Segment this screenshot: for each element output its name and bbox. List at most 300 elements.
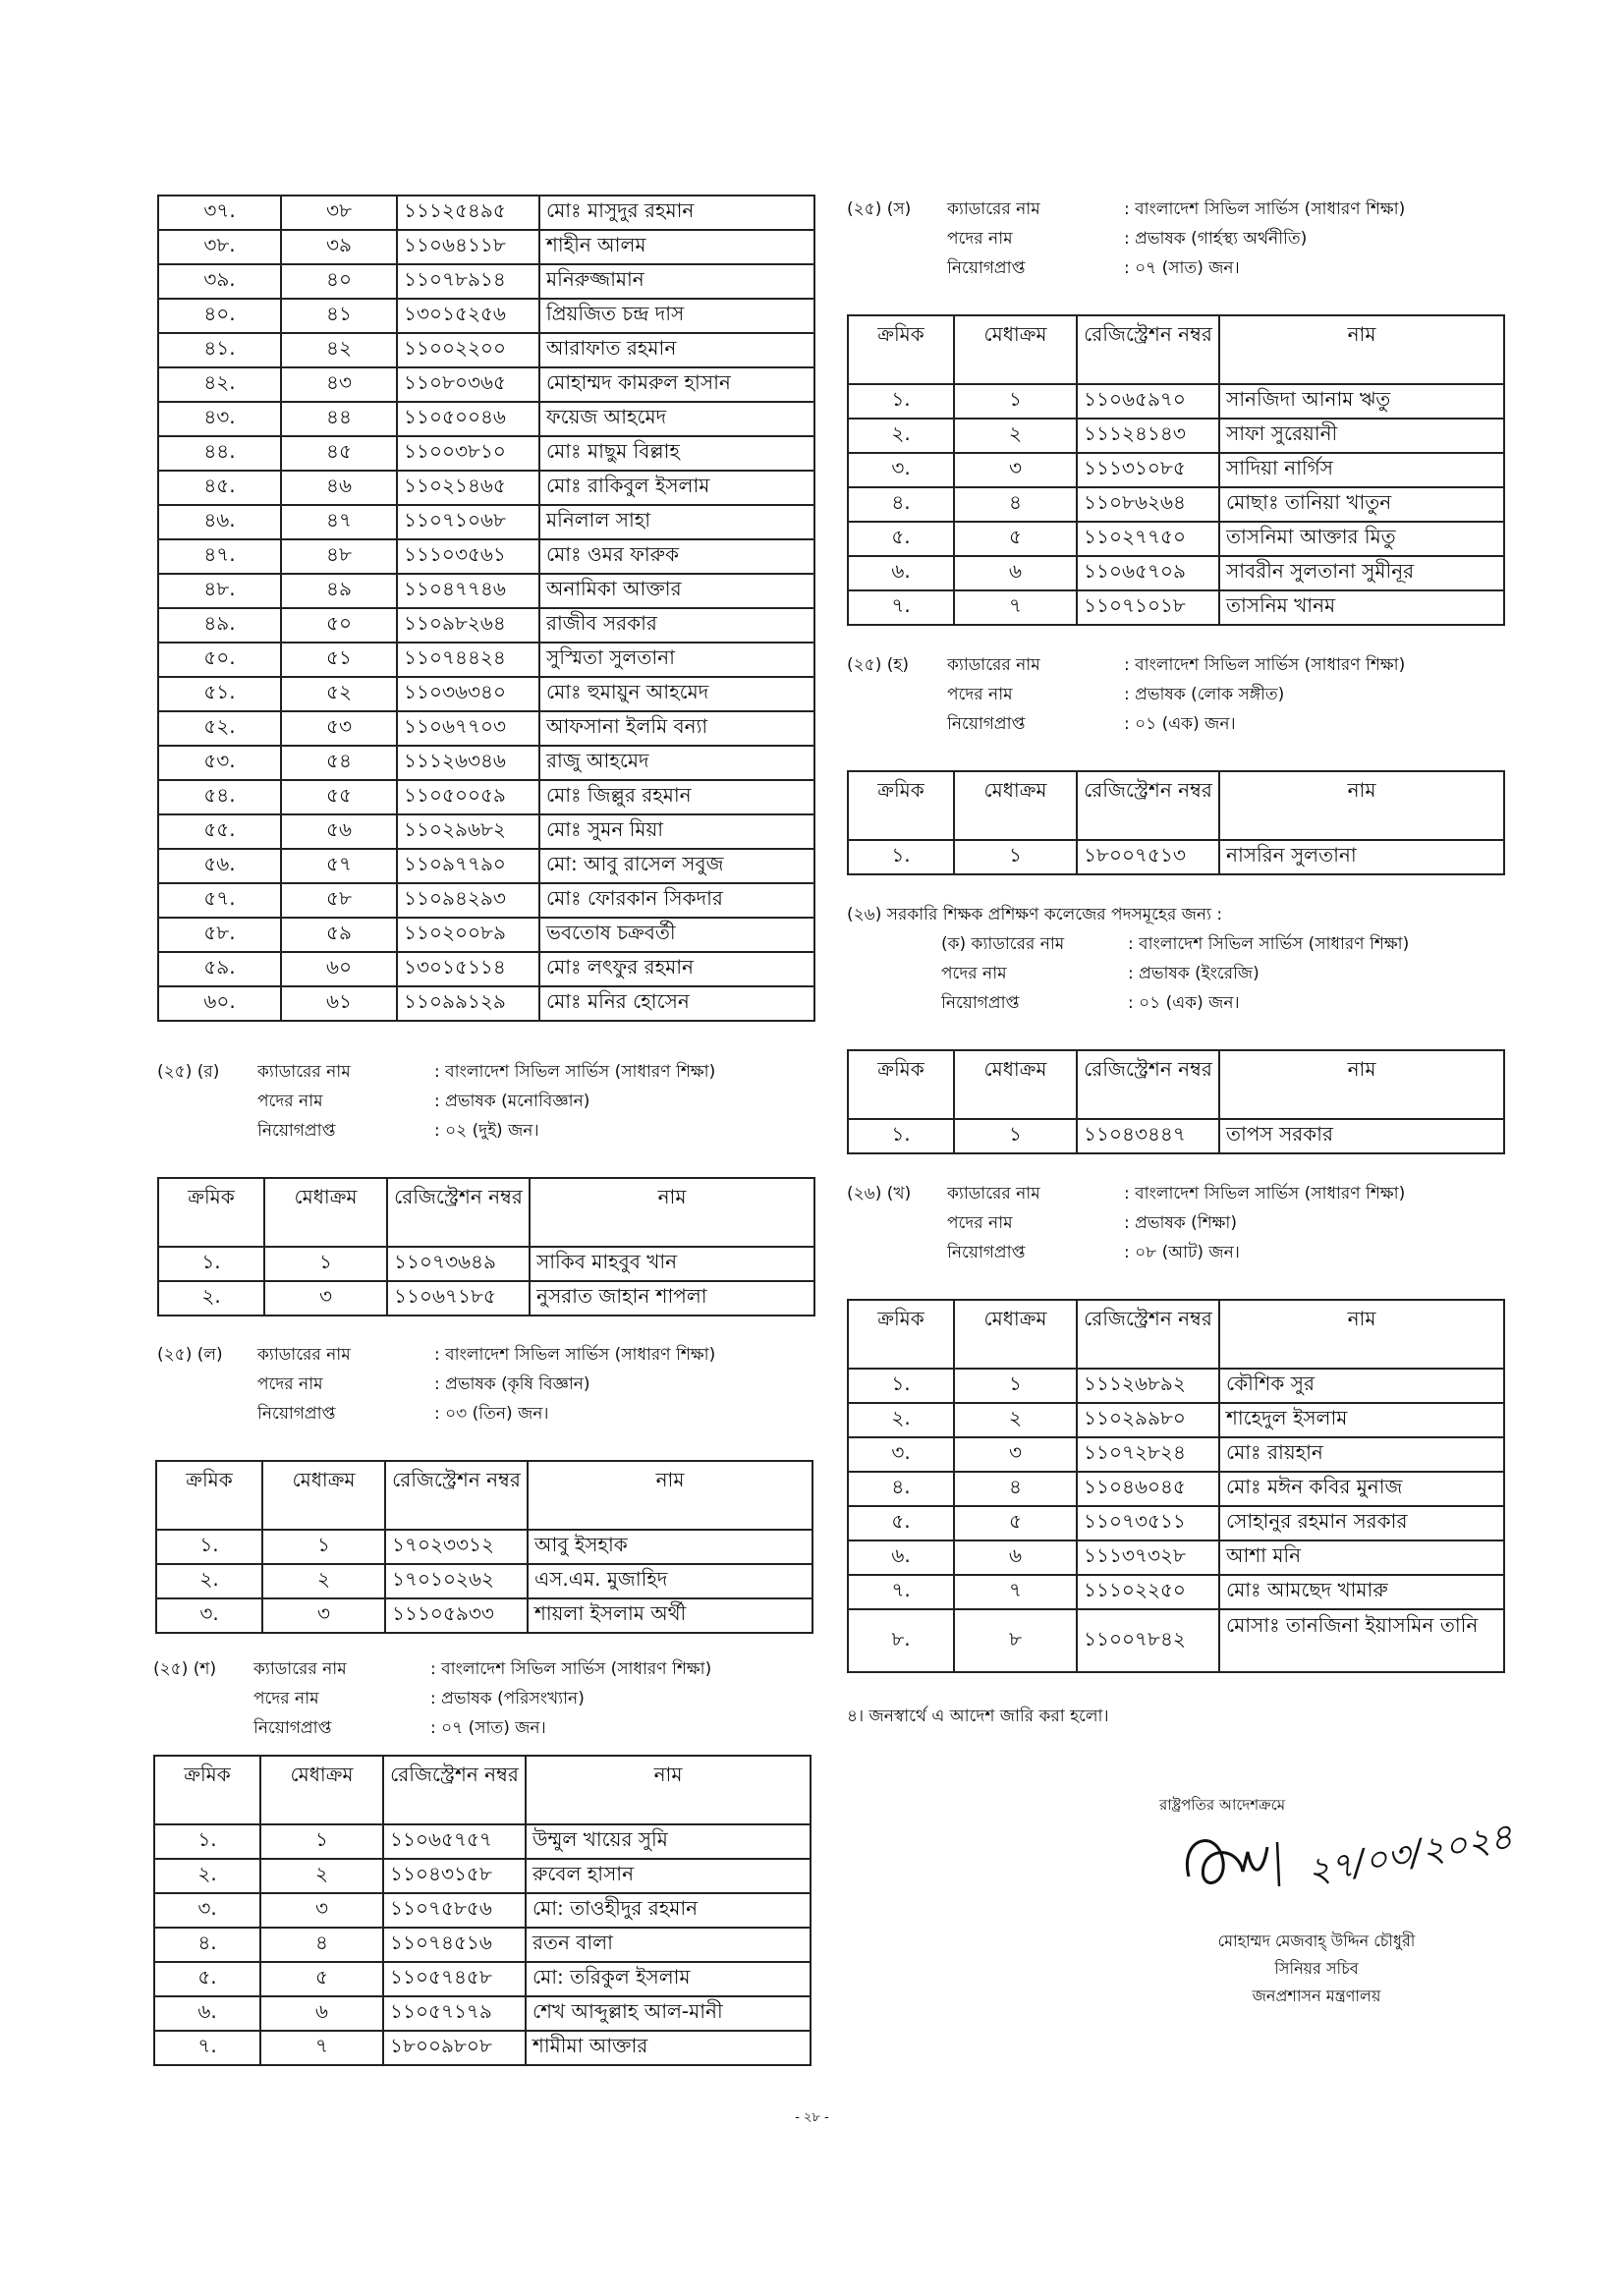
- name-cell: মোছাঃ তানিয়া খাতুন: [1219, 487, 1504, 522]
- header-merit: মেধাক্রম: [260, 1756, 383, 1824]
- serial-cell: ৩.: [154, 1893, 260, 1928]
- header-row: [848, 315, 1504, 384]
- merit-cell: ৭: [954, 1575, 1077, 1609]
- registration-cell: ১৮০০৭৫১৩: [1077, 840, 1219, 874]
- registration-cell: ১৩০১৫২৫৬: [397, 299, 539, 333]
- appointed-value: : ০৭ (সাত) জন।: [430, 1718, 546, 1738]
- registration-cell: ১১০৫৭৪৫৮: [383, 1962, 526, 1996]
- table-row: [158, 264, 814, 299]
- section-number: (২৫) (ল): [157, 1345, 223, 1365]
- table-row: [158, 230, 814, 264]
- serial-cell: ৪১.: [158, 333, 281, 367]
- section-number: (২৬) (খ): [847, 1184, 912, 1204]
- registration-cell: ১১০৭২৮২৪: [1077, 1437, 1219, 1472]
- registration-cell: ১১০৯৮২৬৪: [397, 608, 539, 643]
- header-merit: মেধাক্রম: [262, 1461, 385, 1530]
- serial-cell: ৩৭.: [158, 196, 281, 230]
- appointed-label: নিয়োগপ্রাপ্ত: [941, 993, 1020, 1013]
- section-26-k: [941, 929, 1550, 1018]
- section-number: (ক) ক্যাডারের নাম: [941, 934, 1065, 954]
- header-serial: ক্রমিক: [154, 1756, 260, 1824]
- appointed-value: : ০৮ (আট) জন।: [1124, 1243, 1240, 1262]
- header-registration: রেজিস্ট্রেশন নম্বর: [383, 1756, 526, 1824]
- name-cell: মো: তরিকুল ইসলাম: [526, 1962, 811, 1996]
- table-row: [848, 522, 1504, 556]
- registration-cell: ১১০২৯৬৮২: [397, 814, 539, 849]
- serial-cell: ৫.: [848, 522, 954, 556]
- table-row: [848, 1369, 1504, 1403]
- merit-cell: ৫১: [281, 643, 397, 677]
- serial-cell: ৭.: [154, 2031, 260, 2065]
- serial-cell: ৪৩.: [158, 402, 281, 436]
- serial-cell: ৫২.: [158, 711, 281, 746]
- registration-cell: ১১০২১৪৬৫: [397, 471, 539, 505]
- merit-cell: ১: [262, 1530, 385, 1564]
- name-cell: সাদিয়া নার্গিস: [1219, 453, 1504, 487]
- header-merit: মেধাক্রম: [954, 315, 1077, 384]
- table-row: [158, 299, 814, 333]
- merit-cell: ৩৮: [281, 196, 397, 230]
- name-cell: মোঃ রাকিবুল ইসলাম: [539, 471, 814, 505]
- post-value: : প্রভাষক (লোক সঙ্গীত): [1124, 685, 1285, 704]
- name-cell: শামীমা আক্তার: [526, 2031, 811, 2065]
- serial-cell: ৫৯.: [158, 952, 281, 986]
- header-serial: ক্রমিক: [158, 1178, 264, 1247]
- section-26-title: (২৬) সরকারি শিক্ষক প্রশিক্ষণ কলেজের পদসমূহের জন্য :: [847, 905, 1223, 924]
- registration-cell: ১১০৬৭১৮৫: [387, 1281, 530, 1316]
- serial-cell: ১.: [848, 1369, 954, 1403]
- merit-cell: ৪৭: [281, 505, 397, 539]
- merit-cell: ৩: [954, 1437, 1077, 1472]
- registration-cell: ১১০৭১০৬৮: [397, 505, 539, 539]
- serial-cell: ৫.: [848, 1506, 954, 1540]
- serial-cell: ২.: [158, 1281, 264, 1316]
- cadre-value: : বাংলাদেশ সিভিল সার্ভিস (সাধারণ শিক্ষা): [1128, 934, 1410, 954]
- table-row: [154, 1996, 811, 2031]
- registration-cell: ১১১২৬৩৪৬: [397, 746, 539, 780]
- serial-cell: ৪.: [154, 1928, 260, 1962]
- name-cell: তাসনিমা আক্তার মিতু: [1219, 522, 1504, 556]
- name-cell: শাহীন আলম: [539, 230, 814, 264]
- registration-cell: ১৭০১০২৬২: [385, 1564, 528, 1598]
- serial-cell: ৫৩.: [158, 746, 281, 780]
- merit-cell: ৫২: [281, 677, 397, 711]
- header-merit: মেধাক্রম: [954, 771, 1077, 840]
- cadre-label: ক্যাডারের নাম: [253, 1659, 347, 1679]
- name-cell: মোঃ লৎফুর রহমান: [539, 952, 814, 986]
- name-cell: প্রিয়জিত চন্দ্র দাস: [539, 299, 814, 333]
- name-cell: মোঃ সুমন মিয়া: [539, 814, 814, 849]
- cadre-label: ক্যাডারের নাম: [947, 199, 1040, 219]
- section-25-h: [847, 650, 1535, 739]
- table-row: [848, 453, 1504, 487]
- table-row: [156, 1530, 812, 1564]
- merit-cell: ৫: [954, 522, 1077, 556]
- header-serial: ক্রমিক: [848, 315, 954, 384]
- header-row: [156, 1461, 812, 1530]
- merit-cell: ৫৫: [281, 780, 397, 814]
- signature-block: [1140, 1788, 1516, 2014]
- header-serial: ক্রমিক: [156, 1461, 262, 1530]
- appointed-value: : ০১ (এক) জন।: [1124, 714, 1236, 734]
- table-row: [848, 384, 1504, 419]
- registration-cell: ১১০৭৪৪২৪: [397, 643, 539, 677]
- section-number: (২৫) (র): [157, 1062, 220, 1082]
- serial-cell: ৩৯.: [158, 264, 281, 299]
- header-serial: ক্রমিক: [848, 1300, 954, 1369]
- registration-cell: ১১০৭৪৫১৬: [383, 1928, 526, 1962]
- merit-cell: ৪২: [281, 333, 397, 367]
- merit-cell: ৪৮: [281, 539, 397, 574]
- table-row: [848, 556, 1504, 590]
- serial-cell: ৬.: [848, 1540, 954, 1575]
- serial-cell: ৪৮.: [158, 574, 281, 608]
- table-row: [154, 2031, 811, 2065]
- merit-cell: ১: [954, 840, 1077, 874]
- serial-cell: ৪২.: [158, 367, 281, 402]
- section-25-s: [847, 195, 1535, 283]
- name-cell: নুসরাত জাহান শাপলা: [530, 1281, 814, 1316]
- name-cell: অনামিকা আক্তার: [539, 574, 814, 608]
- registration-cell: ১১১৩৭৩২৮: [1077, 1540, 1219, 1575]
- registration-cell: ১১০৬৫৭৫৭: [383, 1824, 526, 1859]
- registration-cell: ১১০৫৭১৭৯: [383, 1996, 526, 2031]
- appointed-value: : ০২ (দুই) জন।: [434, 1121, 539, 1141]
- registration-cell: ১১১২৪১৪৩: [1077, 419, 1219, 453]
- name-cell: মোঃ ফোরকান সিকদার: [539, 883, 814, 918]
- header-name: নাম: [1219, 1050, 1504, 1119]
- table-row: [156, 1564, 812, 1598]
- table-row: [848, 840, 1504, 874]
- merit-cell: ৭: [954, 590, 1077, 625]
- registration-cell: ১১০০৩৮১০: [397, 436, 539, 471]
- serial-cell: ২.: [848, 1403, 954, 1437]
- serial-cell: ৫৭.: [158, 883, 281, 918]
- merit-cell: ৫৪: [281, 746, 397, 780]
- serial-cell: ৪৭.: [158, 539, 281, 574]
- merit-cell: ৫০: [281, 608, 397, 643]
- header-registration: রেজিস্ট্রেশন নম্বর: [385, 1461, 528, 1530]
- appointed-label: নিয়োগপ্রাপ্ত: [257, 1404, 336, 1424]
- registration-cell: ১১০৯৯১২৯: [397, 986, 539, 1021]
- table-row: [848, 1575, 1504, 1609]
- post-value: : প্রভাষক (মনোবিজ্ঞান): [434, 1092, 590, 1111]
- serial-cell: ৪৯.: [158, 608, 281, 643]
- merit-cell: ৫৬: [281, 814, 397, 849]
- registration-cell: ১৩০১৫১১৪: [397, 952, 539, 986]
- table-row: [158, 608, 814, 643]
- merit-cell: ৫: [260, 1962, 383, 1996]
- registration-cell: ১১০৬৫৯৭০: [1077, 384, 1219, 419]
- name-cell: মনিলাল সাহা: [539, 505, 814, 539]
- table-25-sh: [153, 1755, 812, 2066]
- registration-cell: ১১০২৯৯৮০: [1077, 1403, 1219, 1437]
- registration-cell: ১১০৭৩৫১১: [1077, 1506, 1219, 1540]
- registration-cell: ১১১২৫৪৯৫: [397, 196, 539, 230]
- table-row: [154, 1893, 811, 1928]
- serial-cell: ৪.: [848, 1472, 954, 1506]
- header-row: [848, 1300, 1504, 1369]
- header-serial: ক্রমিক: [848, 1050, 954, 1119]
- header-row: [848, 1050, 1504, 1119]
- name-cell: ভবতোষ চক্রবর্তী: [539, 918, 814, 952]
- table-row: [158, 643, 814, 677]
- appointed-value: : ০১ (এক) জন।: [1128, 993, 1240, 1013]
- registration-cell: ১১১২৬৮৯২: [1077, 1369, 1219, 1403]
- merit-cell: ১: [260, 1824, 383, 1859]
- table-row: [848, 1472, 1504, 1506]
- serial-cell: ৩৮.: [158, 230, 281, 264]
- table-row: [848, 1119, 1504, 1153]
- table-row: [154, 1824, 811, 1859]
- serial-cell: ৪.: [848, 487, 954, 522]
- name-cell: তাসনিম খানম: [1219, 590, 1504, 625]
- registration-cell: ১১০৫০০৫৯: [397, 780, 539, 814]
- registration-cell: ১১০৮০৩৬৫: [397, 367, 539, 402]
- registration-cell: ১১০৭৫৮৫৬: [383, 1893, 526, 1928]
- table-26-kh: [847, 1299, 1505, 1673]
- registration-cell: ১১১০৩৫৬১: [397, 539, 539, 574]
- serial-cell: ১.: [848, 384, 954, 419]
- post-value: : প্রভাষক (ইংরেজি): [1128, 964, 1260, 983]
- post-label: পদের নাম: [257, 1092, 323, 1111]
- serial-cell: ৬.: [154, 1996, 260, 2031]
- merit-cell: ৬১: [281, 986, 397, 1021]
- merit-cell: ৫: [954, 1506, 1077, 1540]
- table-25-l: [155, 1460, 813, 1634]
- registration-cell: ১১০০৭৮৪২: [1077, 1609, 1219, 1672]
- name-cell: মো: তাওহীদুর রহমান: [526, 1893, 811, 1928]
- serial-cell: ১.: [156, 1530, 262, 1564]
- merit-cell: ৫৩: [281, 711, 397, 746]
- name-cell: মোঃ মনির হোসেন: [539, 986, 814, 1021]
- cadre-label: ক্যাডারের নাম: [257, 1345, 351, 1365]
- registration-cell: ১১০৪৬০৪৫: [1077, 1472, 1219, 1506]
- table-25-h: [847, 770, 1505, 875]
- name-cell: মোহাম্মদ কামরুল হাসান: [539, 367, 814, 402]
- serial-cell: ৩.: [848, 1437, 954, 1472]
- name-cell: ফয়েজ আহমেদ: [539, 402, 814, 436]
- section-25-r: [157, 1057, 845, 1146]
- merit-cell: ৬০: [281, 952, 397, 986]
- cadre-value: : বাংলাদেশ সিভিল সার্ভিস (সাধারণ শিক্ষা): [1124, 655, 1406, 675]
- name-cell: শেখ আব্দুল্লাহ আল-মানী: [526, 1996, 811, 2031]
- registration-cell: ১১০০২২০০: [397, 333, 539, 367]
- serial-cell: ৪৪.: [158, 436, 281, 471]
- table-row: [158, 1247, 814, 1281]
- registration-cell: ১১১৩১০৮৫: [1077, 453, 1219, 487]
- serial-cell: ১.: [848, 1119, 954, 1153]
- merit-cell: ৪১: [281, 299, 397, 333]
- registration-cell: ১১১০২২৫০: [1077, 1575, 1219, 1609]
- merit-cell: ৩৯: [281, 230, 397, 264]
- name-cell: আরাফাত রহমান: [539, 333, 814, 367]
- header-name: নাম: [1219, 771, 1504, 840]
- serial-cell: ৫০.: [158, 643, 281, 677]
- merit-cell: ৪৩: [281, 367, 397, 402]
- page-number: - ২৮ -: [795, 2110, 829, 2125]
- registration-cell: ১১০৭৮৯১৪: [397, 264, 539, 299]
- section-number: (২৫) (হ): [847, 655, 909, 675]
- post-value: : প্রভাষক (কৃষি বিজ্ঞান): [434, 1374, 590, 1394]
- registration-cell: ১১১০৫৯৩৩: [385, 1598, 528, 1633]
- table-row: [158, 1281, 814, 1316]
- signatory-designation: সিনিয়র সচিব: [1274, 1959, 1359, 1978]
- cadre-value: : বাংলাদেশ সিভিল সার্ভিস (সাধারণ শিক্ষা): [1124, 1184, 1406, 1204]
- merit-table-continued: [157, 195, 815, 1022]
- table-25-r: [157, 1177, 815, 1316]
- merit-cell: ৪: [260, 1928, 383, 1962]
- table-row: [156, 1598, 812, 1633]
- merit-cell: ২: [262, 1564, 385, 1598]
- registration-cell: ১১০৪৩১৫৮: [383, 1859, 526, 1893]
- name-cell: সাকিব মাহবুব খান: [530, 1247, 814, 1281]
- name-cell: মোঃ মাসুদুর রহমান: [539, 196, 814, 230]
- table-row: [154, 1859, 811, 1893]
- name-cell: রতন বালা: [526, 1928, 811, 1962]
- appointed-label: নিয়োগপ্রাপ্ত: [253, 1718, 332, 1738]
- table-row: [848, 1437, 1504, 1472]
- table-row: [158, 539, 814, 574]
- header-row: [158, 1178, 814, 1247]
- name-cell: রুবেল হাসান: [526, 1859, 811, 1893]
- table-row: [848, 487, 1504, 522]
- merit-cell: ৬: [954, 556, 1077, 590]
- name-cell: নাসরিন সুলতানা: [1219, 840, 1504, 874]
- name-cell: মোঃ জিল্লুর রহমান: [539, 780, 814, 814]
- header-registration: রেজিস্ট্রেশন নম্বর: [1077, 1050, 1219, 1119]
- registration-cell: ১১০২৭৭৫০: [1077, 522, 1219, 556]
- appointed-label: নিয়োগপ্রাপ্ত: [947, 258, 1026, 278]
- table-row: [158, 402, 814, 436]
- serial-cell: ৪০.: [158, 299, 281, 333]
- serial-cell: ২.: [154, 1859, 260, 1893]
- post-value: : প্রভাষক (গার্হস্থ্য অর্থনীতি): [1124, 229, 1308, 249]
- name-cell: এস.এম. মুজাহিদ: [528, 1564, 812, 1598]
- name-cell: মোঃ আমছেদ খামারু: [1219, 1575, 1504, 1609]
- cadre-value: : বাংলাদেশ সিভিল সার্ভিস (সাধারণ শিক্ষা): [1124, 199, 1406, 219]
- serial-cell: ৮.: [848, 1609, 954, 1672]
- merit-cell: ৪: [954, 487, 1077, 522]
- serial-cell: ৫৪.: [158, 780, 281, 814]
- name-cell: শায়লা ইসলাম অর্থী: [528, 1598, 812, 1633]
- table-row: [158, 471, 814, 505]
- table-row: [158, 574, 814, 608]
- registration-cell: ১১০৭৩৬৪৯: [387, 1247, 530, 1281]
- header-registration: রেজিস্ট্রেশন নম্বর: [1077, 771, 1219, 840]
- header-name: নাম: [1219, 1300, 1504, 1369]
- table-row: [158, 196, 814, 230]
- merit-cell: ৬: [260, 1996, 383, 2031]
- serial-cell: ২.: [848, 419, 954, 453]
- registration-cell: ১১০৩৬৩৪০: [397, 677, 539, 711]
- appointed-label: নিয়োগপ্রাপ্ত: [947, 1243, 1026, 1262]
- registration-cell: ১১০৬৪১১৮: [397, 230, 539, 264]
- post-label: পদের নাম: [941, 964, 1007, 983]
- post-value: : প্রভাষক (পরিসংখ্যান): [430, 1689, 585, 1708]
- header-registration: রেজিস্ট্রেশন নম্বর: [1077, 315, 1219, 384]
- merit-cell: ১: [954, 1369, 1077, 1403]
- table-row: [848, 1506, 1504, 1540]
- merit-cell: ১: [264, 1247, 387, 1281]
- serial-cell: ৬০.: [158, 986, 281, 1021]
- header-merit: মেধাক্রম: [954, 1050, 1077, 1119]
- cadre-value: : বাংলাদেশ সিভিল সার্ভিস (সাধারণ শিক্ষা): [434, 1345, 716, 1365]
- table-row: [158, 333, 814, 367]
- name-cell: শাহেদুল ইসলাম: [1219, 1403, 1504, 1437]
- post-value: : প্রভাষক (শিক্ষা): [1124, 1213, 1237, 1233]
- signatory-ministry: জনপ্রশাসন মন্ত্রণালয়: [1252, 1987, 1381, 2005]
- serial-cell: ১.: [848, 840, 954, 874]
- serial-cell: ৪৫.: [158, 471, 281, 505]
- table-row: [848, 1540, 1504, 1575]
- post-label: পদের নাম: [947, 1213, 1013, 1233]
- merit-cell: ২: [260, 1859, 383, 1893]
- signatory-name: মোহাম্মদ মেজবাহ্ উদ্দিন চৌধুরী: [1217, 1932, 1416, 1950]
- table-row: [158, 918, 814, 952]
- table-row: [158, 711, 814, 746]
- merit-cell: ১: [954, 1119, 1077, 1153]
- table-row: [158, 367, 814, 402]
- name-cell: মোঃ মাছুম বিল্লাহ: [539, 436, 814, 471]
- merit-cell: ৮: [954, 1609, 1077, 1672]
- post-label: পদের নাম: [253, 1689, 319, 1708]
- table-row: [848, 590, 1504, 625]
- name-cell: রাজীব সরকার: [539, 608, 814, 643]
- name-cell: সাফা সুরেয়ানী: [1219, 419, 1504, 453]
- merit-cell: ৫৯: [281, 918, 397, 952]
- serial-cell: ৩.: [156, 1598, 262, 1633]
- table-row: [158, 746, 814, 780]
- serial-cell: ২.: [156, 1564, 262, 1598]
- appointed-value: : ০৭ (সাত) জন।: [1124, 258, 1240, 278]
- merit-cell: ২: [954, 1403, 1077, 1437]
- registration-cell: ১১০৫০০৪৬: [397, 402, 539, 436]
- table-row: [158, 436, 814, 471]
- header-row: [848, 771, 1504, 840]
- merit-cell: ২: [954, 419, 1077, 453]
- order-line: রাষ্ট্রপতির আদেশক্রমে: [1159, 1796, 1286, 1814]
- table-row: [158, 849, 814, 883]
- serial-cell: ১.: [158, 1247, 264, 1281]
- header-registration: রেজিস্ট্রেশন নম্বর: [1077, 1300, 1219, 1369]
- name-cell: রাজু আহমেদ: [539, 746, 814, 780]
- header-name: নাম: [530, 1178, 814, 1247]
- table-row: [848, 1403, 1504, 1437]
- table-row: [158, 814, 814, 849]
- appointed-value: : ০৩ (তিন) জন।: [434, 1404, 549, 1424]
- merit-cell: ৩: [262, 1598, 385, 1633]
- registration-cell: ১১০৭১০১৮: [1077, 590, 1219, 625]
- serial-cell: ১.: [154, 1824, 260, 1859]
- table-row: [154, 1962, 811, 1996]
- post-label: পদের নাম: [947, 685, 1013, 704]
- table-26-k: [847, 1049, 1505, 1154]
- name-cell: আবু ইসহাক: [528, 1530, 812, 1564]
- serial-cell: ৫৬.: [158, 849, 281, 883]
- merit-cell: ৪৯: [281, 574, 397, 608]
- name-cell: আশা মনি: [1219, 1540, 1504, 1575]
- appointed-label: নিয়োগপ্রাপ্ত: [257, 1121, 336, 1141]
- registration-cell: ১১০৪৩৪৪৭: [1077, 1119, 1219, 1153]
- cadre-label: ক্যাডারের নাম: [257, 1062, 351, 1082]
- table-row: [158, 883, 814, 918]
- table-row: [158, 986, 814, 1021]
- table-row: [154, 1928, 811, 1962]
- registration-cell: ১৮০০৯৮০৮: [383, 2031, 526, 2065]
- serial-cell: ৫১.: [158, 677, 281, 711]
- registration-cell: ১১০৯৪২৯৩: [397, 883, 539, 918]
